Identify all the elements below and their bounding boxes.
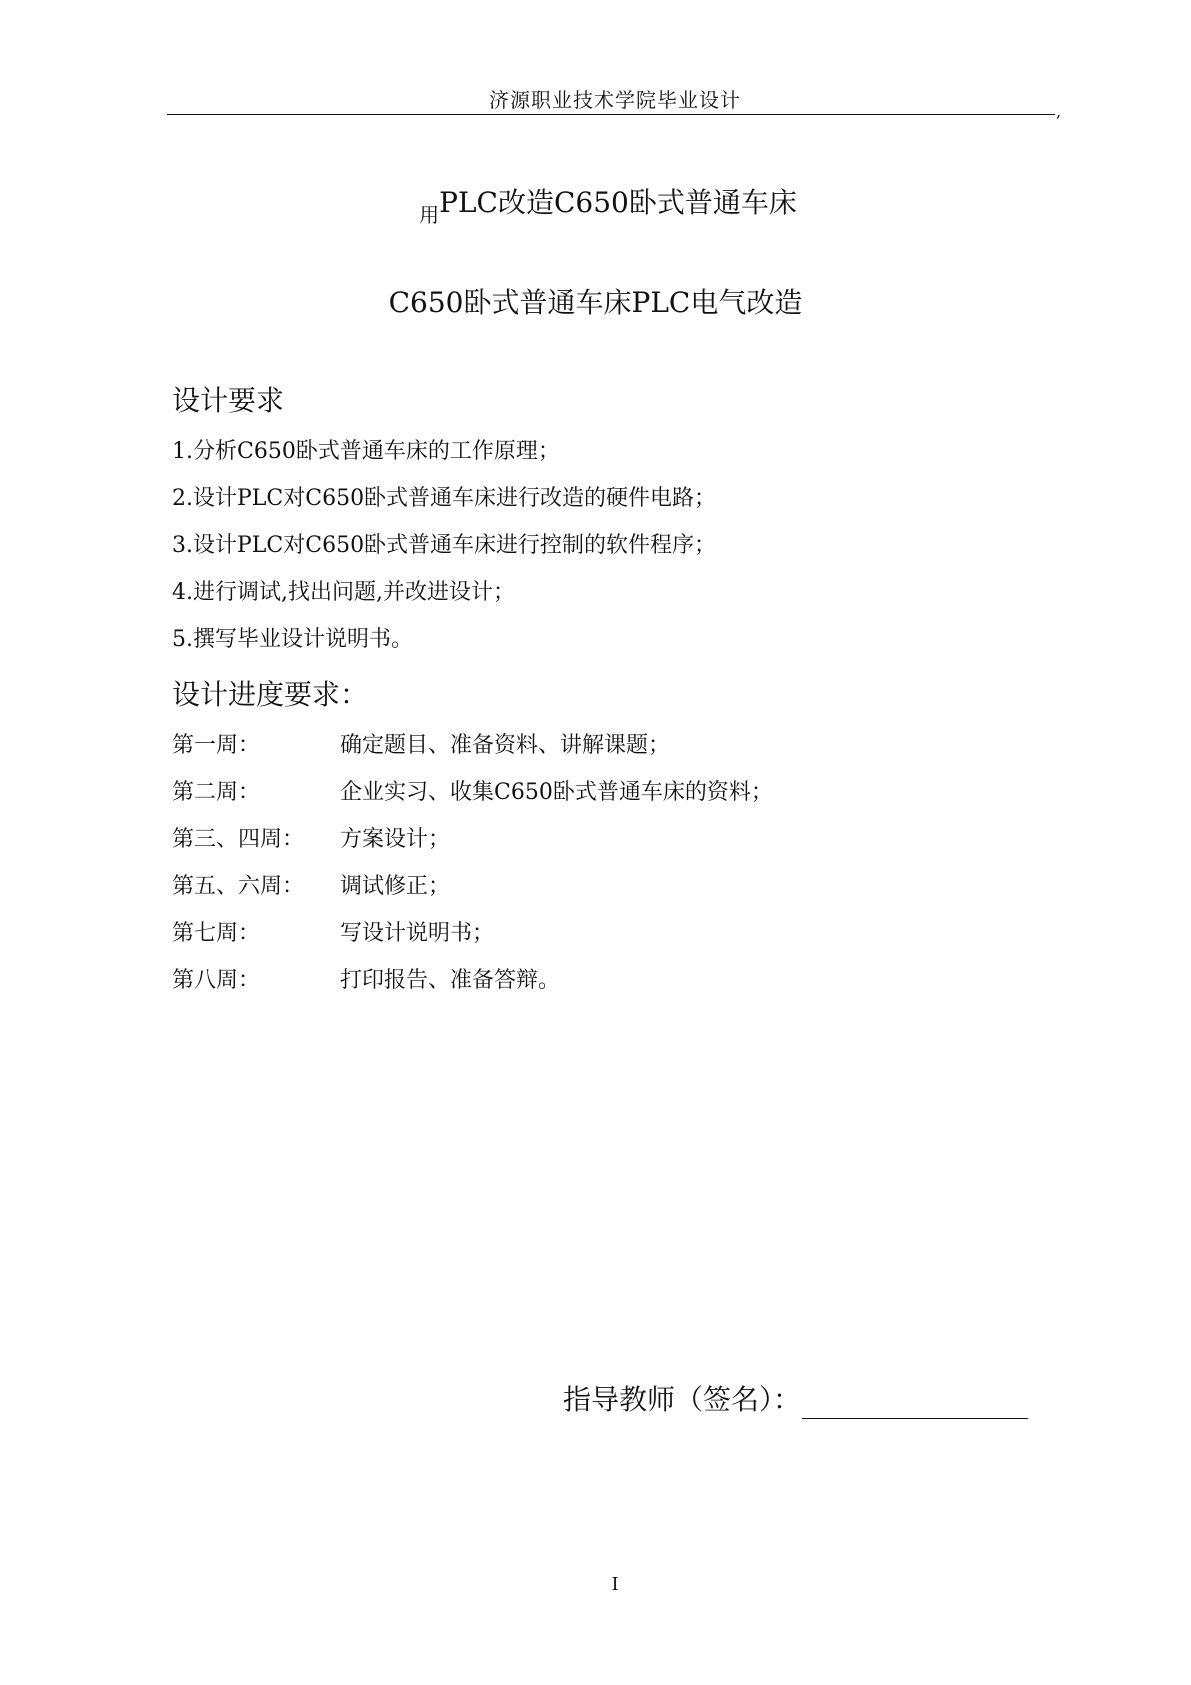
requirements-heading: 设计要求	[172, 384, 285, 417]
schedule-week: 第五、六周：	[172, 874, 305, 899]
schedule-task: 调试修正；	[340, 874, 451, 899]
requirement-item: 5.撰写毕业设计说明书。	[172, 627, 413, 652]
schedule-task: 方案设计；	[340, 827, 451, 852]
schedule-task: 确定题目、准备资料、讲解课题；	[340, 733, 671, 758]
requirement-item: 3.设计PLC对C650卧式普通车床进行控制的软件程序；	[172, 533, 717, 558]
document-title	[0, 183, 1191, 225]
title-main: PLC改造C650卧式普通车床	[439, 186, 797, 219]
title-prefix: 用	[419, 203, 440, 227]
document-subtitle: C650卧式普通车床PLC电气改造	[388, 286, 803, 319]
schedule-task: 写设计说明书；	[340, 921, 495, 946]
schedule-task: 企业实习、收集C650卧式普通车床的资料；	[340, 780, 773, 805]
schedule-week: 第三、四周：	[172, 827, 305, 852]
signature-line	[802, 1418, 1028, 1419]
schedule-task: 打印报告、准备答辩。	[340, 968, 561, 993]
header-trailing-mark: ,	[1056, 102, 1062, 121]
schedule-week: 第八周：	[172, 968, 261, 993]
schedule-week: 第二周：	[172, 780, 261, 805]
schedule-heading: 设计进度要求：	[172, 678, 369, 711]
requirement-item: 1.分析C650卧式普通车床的工作原理；	[172, 439, 560, 464]
schedule-week: 第一周：	[172, 733, 261, 758]
running-header: 济源职业技术学院毕业设计	[489, 88, 741, 112]
advisor-signature-label: 指导教师（签名）：	[563, 1383, 802, 1416]
page-number: I	[611, 1574, 619, 1595]
requirement-item: 2.设计PLC对C650卧式普通车床进行改造的硬件电路；	[172, 486, 717, 511]
requirement-item: 4.进行调试,找出问题,并改进设计；	[172, 580, 515, 605]
header-rule	[167, 114, 1055, 115]
schedule-week: 第七周：	[172, 921, 261, 946]
